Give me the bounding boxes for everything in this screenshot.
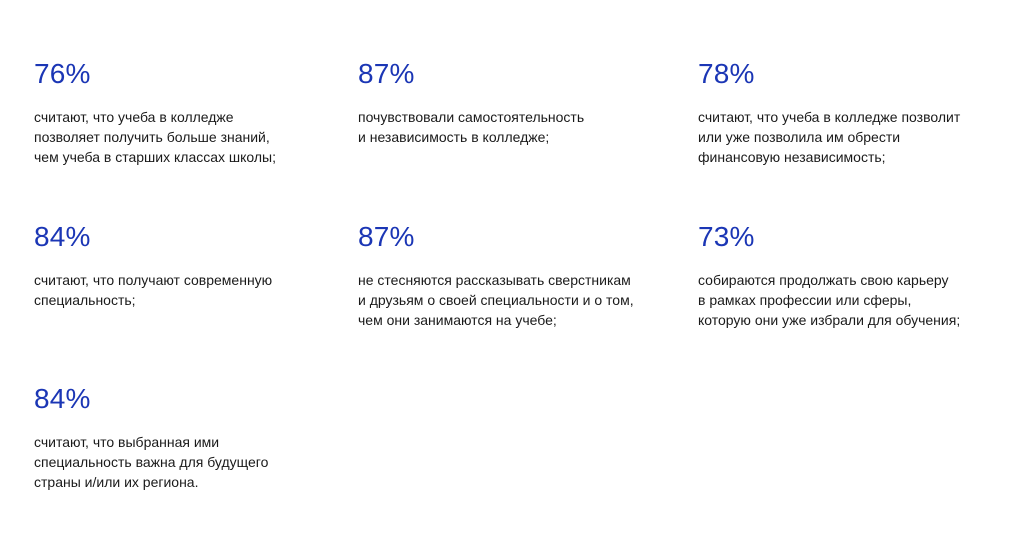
description-line: специальность; <box>34 292 136 308</box>
stat-item <box>34 384 354 492</box>
stat-item <box>698 222 1018 330</box>
stat-item <box>34 59 354 167</box>
description-line: позволяет получить больше знаний, <box>34 129 270 145</box>
description-line: собираются продолжать свою карьеру <box>698 272 949 288</box>
description-line: специальность важна для будущего <box>34 454 269 470</box>
description-line: в рамках профессии или сферы, <box>698 292 912 308</box>
stat-description <box>34 107 354 167</box>
stat-item <box>358 59 678 147</box>
description-line: финансовую независимость; <box>698 149 886 165</box>
description-line: и независимость в колледже; <box>358 129 550 145</box>
description-line: почувствовали самостоятельность <box>358 109 585 125</box>
description-line: и друзьям о своей специальности и о том, <box>358 292 634 308</box>
stat-description <box>698 107 1018 167</box>
stat-percentage: 87% <box>358 58 415 89</box>
description-line: страны и/или их региона. <box>34 474 199 490</box>
stat-description <box>34 270 354 310</box>
stat-percentage: 76% <box>34 58 91 89</box>
stat-percentage: 78% <box>698 58 755 89</box>
description-line: считают, что учеба в колледже позволит <box>698 109 961 125</box>
stat-item <box>698 59 1018 167</box>
description-line: не стесняются рассказывать сверстникам <box>358 272 631 288</box>
stat-description <box>698 270 1018 330</box>
stat-description <box>358 270 678 330</box>
stat-description <box>358 107 678 147</box>
description-line: считают, что выбранная ими <box>34 434 220 450</box>
description-line: чем они занимаются на учебе; <box>358 312 557 328</box>
stat-description <box>34 432 354 492</box>
description-line: которую они уже избрали для обучения; <box>698 312 961 328</box>
stat-percentage: 87% <box>358 221 415 252</box>
description-line: или уже позволила им обрести <box>698 129 901 145</box>
description-line: считают, что учеба в колледже <box>34 109 234 125</box>
description-line: чем учеба в старших классах школы; <box>34 149 277 165</box>
stat-percentage: 84% <box>34 221 91 252</box>
stat-percentage: 73% <box>698 221 755 252</box>
description-line: считают, что получают современную <box>34 272 273 288</box>
stat-item <box>358 222 678 330</box>
stat-percentage: 84% <box>34 383 91 414</box>
stat-item <box>34 222 354 310</box>
